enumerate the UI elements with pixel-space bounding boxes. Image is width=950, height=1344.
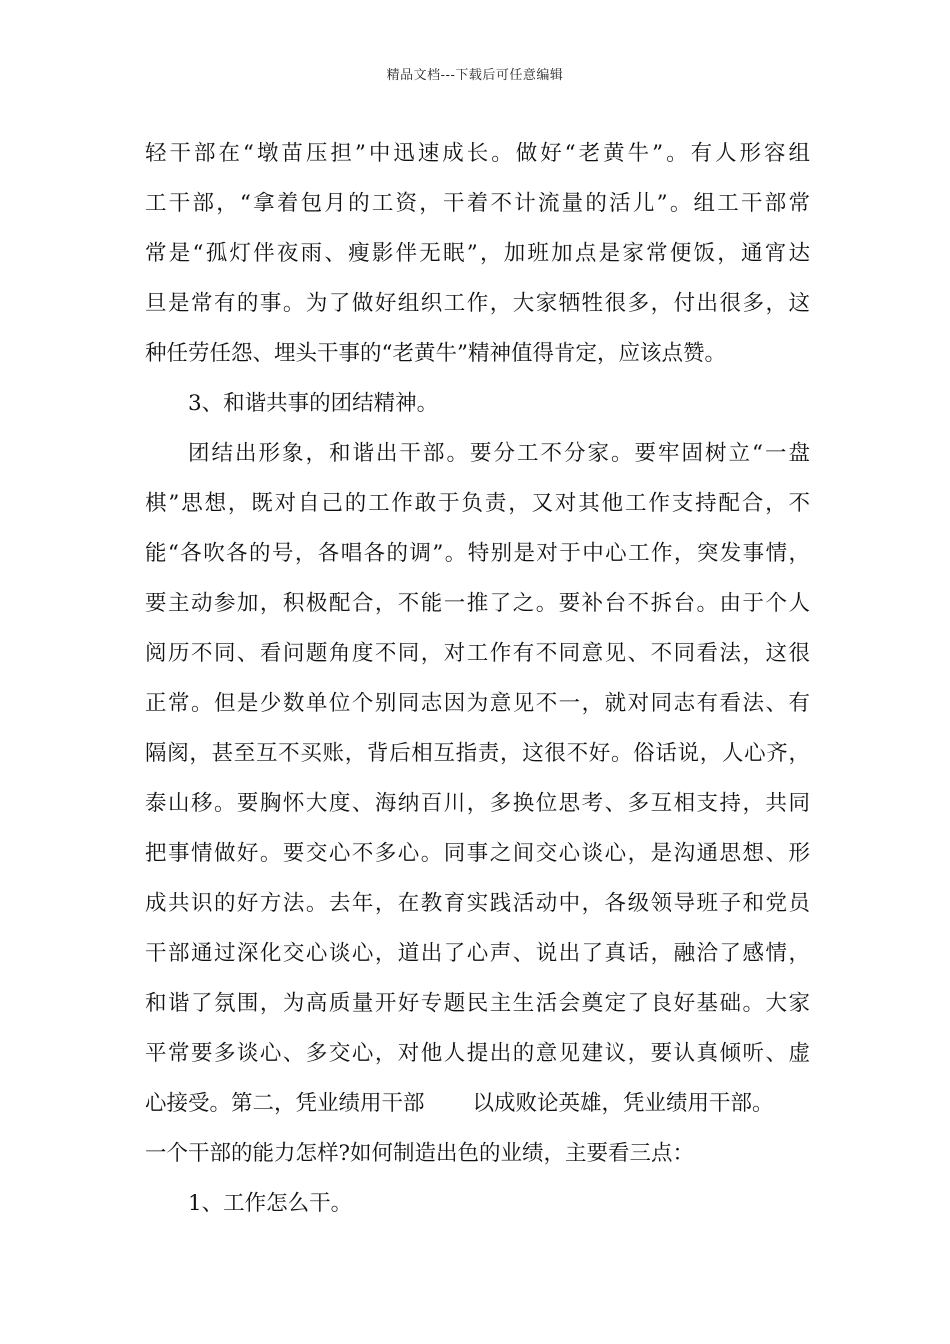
paragraph-block-tail [145, 1129, 810, 1229]
paragraph-block [145, 129, 810, 1079]
text-line: 1、工作怎么干。 [188, 1191, 353, 1216]
text-line: 平常要多谈心、多交心，对他人提出的意见建议，要认真倾听、虚 [145, 1041, 810, 1066]
text-line: 隔阂，甚至互不买账，背后相互指责，这很不好。俗话说，人心齐， [145, 741, 810, 766]
text-line: 团结出形象，和谐出干部。要分工不分家。要牢固树立“一盘 [188, 441, 810, 466]
text-line: 工干部，“拿着包月的工资，干着不计流量的活儿”。组工干部常 [145, 191, 810, 216]
text-line: 常是“孤灯伴夜雨、瘦影伴无眠”，加班加点是家常便饭，通宵达 [145, 241, 810, 266]
heading-inline-second: 心接受。第二，凭业绩用干部 [145, 1091, 425, 1116]
document-body [145, 129, 810, 1229]
text-line: 阅历不同、看问题角度不同，对工作有不同意见、不同看法，这很 [145, 641, 810, 666]
text-line: 轻干部在“墩苗压担”中迅速成长。做好“老黄牛”。有人形容组 [145, 141, 810, 166]
text-line: 干部通过深化交心谈心，道出了心声、说出了真话，融洽了感情， [145, 941, 810, 966]
text-line: 正常。但是少数单位个别同志因为意见不一，就对同志有看法、有 [145, 691, 810, 716]
page-header: 精品文档---下载后可任意编辑 [386, 68, 564, 83]
text-line: 把事情做好。要交心不多心。同事之间交心谈心，是沟通思想、形 [145, 841, 810, 866]
text-line: 3、和谐共事的团结精神。 [188, 391, 439, 416]
text-line: 种任劳任怨、埋头干事的“老黄牛”精神值得肯定，应该点赞。 [145, 341, 726, 366]
text-line: 要主动参加，积极配合，不能一推了之。要补台不拆台。由于个人 [145, 591, 810, 616]
text-line-split [145, 1079, 810, 1129]
text-line: 成共识的好方法。去年，在教育实践活动中，各级领导班子和党员 [145, 891, 810, 916]
text-line: 旦是常有的事。为了做好组织工作，大家牺牲很多，付出很多，这 [145, 291, 810, 316]
text-line: 泰山移。要胸怀大度、海纳百川，多换位思考、多互相支持，共同 [145, 791, 810, 816]
text-inline-continuation: 以成败论英雄，凭业绩用干部。 [472, 1091, 774, 1116]
text-line: 一个干部的能力怎样?如何制造出色的业绩，主要看三点： [145, 1141, 695, 1166]
text-line: 棋”思想，既对自己的工作敢于负责，又对其他工作支持配合，不 [145, 491, 810, 516]
text-line: 能“各吹各的号，各唱各的调”。特别是对于中心工作，突发事情， [145, 541, 810, 566]
text-line: 和谐了氛围，为高质量开好专题民主生活会奠定了良好基础。大家 [145, 991, 810, 1016]
